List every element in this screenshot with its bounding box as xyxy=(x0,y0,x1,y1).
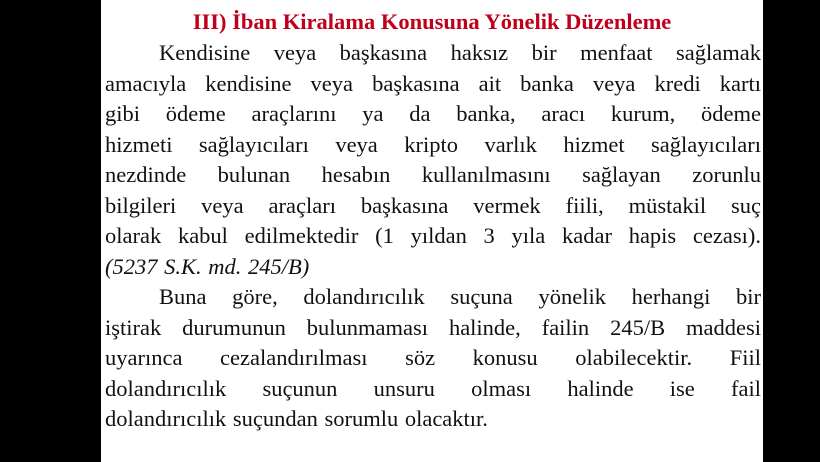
paragraph-2 xyxy=(105,282,761,435)
text-line: amacıyla kendisine veya başkasına ait banka veya kredi kartı xyxy=(105,70,761,96)
text-line: iştirak durumunun bulunmaması halinde, failin 245/B maddesi xyxy=(105,314,761,340)
text-line: dolandırıcılık suçundan sorumlu olacaktır. xyxy=(105,406,488,431)
section-title: III) İban Kiralama Konusuna Yönelik Düzenleme xyxy=(192,9,672,34)
text-line: dolandırıcılık suçunun unsuru olması halinde ise fail xyxy=(105,375,761,401)
text-line: uyarınca cezalandırılması söz konusu olabilecektir. Fiil xyxy=(105,345,761,370)
text-line: gibi ödeme araçlarını ya da banka, aracı kurum, ödeme xyxy=(105,101,761,126)
law-citation: (5237 S.K. md. 245/B) xyxy=(105,253,310,279)
text-line: Kendisine veya başkasına haksız bir menfaat sağlamak xyxy=(159,40,761,65)
text-line: olarak kabul edilmektedir (1 yıldan 3 yıla kadar hapis cezası). xyxy=(105,223,761,248)
document-page xyxy=(101,0,763,462)
text-line: nezdinde bulunan hesabın kullanılmasını sağlayan zorunlu xyxy=(105,162,761,187)
paragraph-1 xyxy=(105,38,761,282)
text-line: Buna göre, dolandırıcılık suçuna yönelik herhangi bir xyxy=(159,284,761,309)
text-line: bilgileri veya araçları başkasına vermek fiili, müstakil suç xyxy=(105,192,761,218)
text-line: hizmeti sağlayıcıları veya kripto varlık hizmet sağlayıcıları xyxy=(105,131,761,157)
document-body xyxy=(105,38,761,435)
